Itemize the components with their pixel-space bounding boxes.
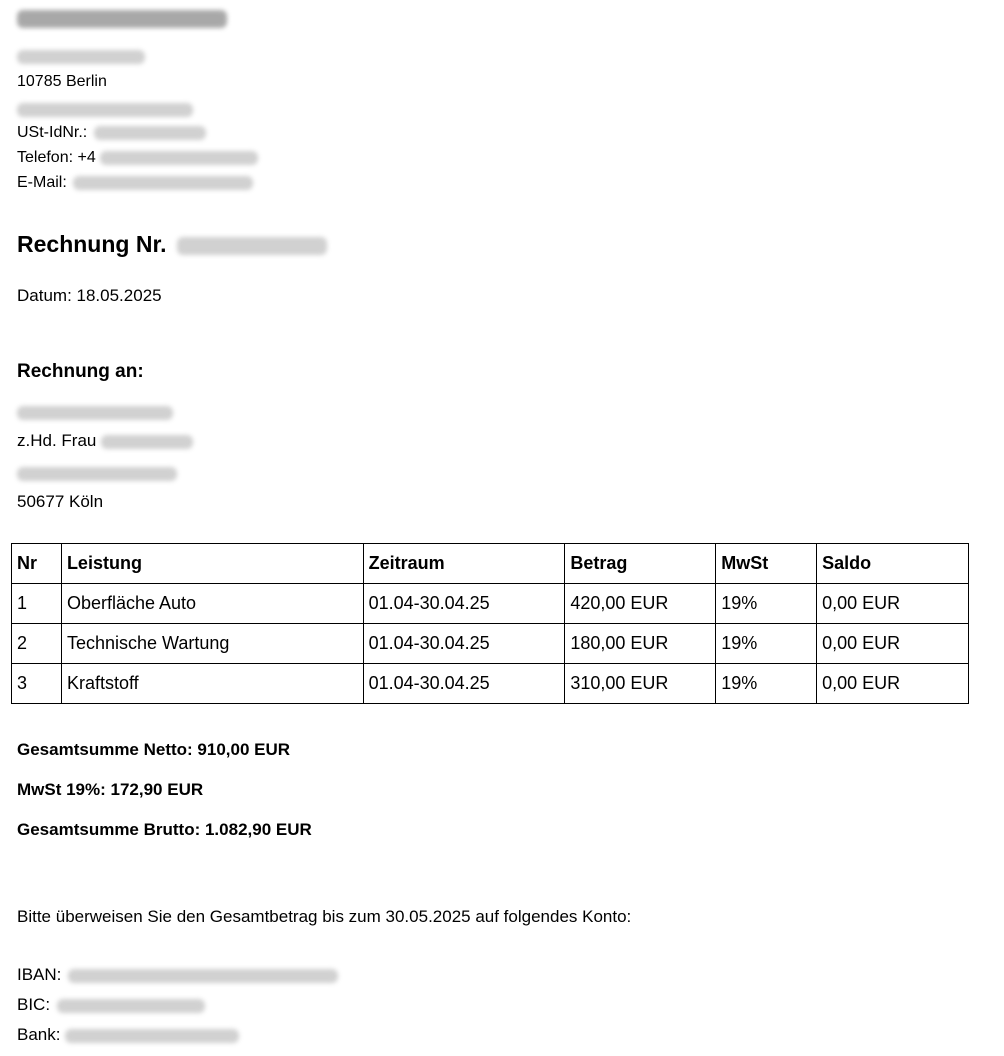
cell-zeitraum: 01.04-30.04.25: [363, 664, 565, 704]
recipient-company-redacted: [17, 404, 173, 422]
column-header-mwst: MwSt: [716, 544, 817, 584]
sender-vat-label: USt-IdNr.:: [17, 124, 88, 141]
recipient-street-redacted: [17, 465, 177, 483]
invoice-title: Rechnung Nr.: [17, 231, 167, 257]
invoice-date: Datum: 18.05.2025: [17, 286, 162, 305]
cell-betrag: 180,00 EUR: [565, 624, 716, 664]
sender-phone-line: [17, 148, 258, 168]
iban-label: IBAN:: [17, 965, 62, 984]
cell-mwst: 19%: [716, 664, 817, 704]
total-gross: Gesamtsumme Brutto: 1.082,90 EUR: [17, 820, 312, 839]
total-vat: MwSt 19%: 172,90 EUR: [17, 780, 204, 799]
bank-label: Bank:: [17, 1025, 61, 1044]
cell-zeitraum: 01.04-30.04.25: [363, 584, 565, 624]
recipient-attention-label: z.Hd. Frau: [17, 431, 97, 450]
cell-saldo: 0,00 EUR: [817, 584, 969, 624]
column-header-zeitraum: Zeitraum: [363, 544, 565, 584]
column-header-betrag: Betrag: [565, 544, 716, 584]
table-header-row: [12, 544, 969, 584]
sender-street-redacted: [17, 48, 145, 66]
cell-leistung: Technische Wartung: [61, 624, 363, 664]
cell-mwst: 19%: [716, 624, 817, 664]
sender-website-redacted: [17, 101, 193, 119]
recipient-attention-line: [17, 431, 193, 451]
sender-email-label: E-Mail:: [17, 174, 67, 191]
invoice-title-line: [17, 231, 327, 258]
invoice-items-table: [11, 543, 969, 704]
sender-vat-line: [17, 123, 206, 143]
bic-label: BIC:: [17, 995, 51, 1014]
table-row: [12, 664, 969, 704]
cell-leistung: Kraftstoff: [61, 664, 363, 704]
cell-nr: 3: [12, 664, 62, 704]
cell-nr: 2: [12, 624, 62, 664]
cell-saldo: 0,00 EUR: [817, 624, 969, 664]
recipient-city: 50677 Köln: [17, 492, 104, 511]
cell-saldo: 0,00 EUR: [817, 664, 969, 704]
total-net: Gesamtsumme Netto: 910,00 EUR: [17, 740, 291, 759]
table-row: [12, 624, 969, 664]
bic-line: [17, 995, 205, 1015]
payment-instruction: Bitte überweisen Sie den Gesamtbetrag bis zum 30.05.2025 auf folgendes Konto:: [17, 907, 632, 926]
sender-company-redacted: [17, 10, 227, 28]
table-row: [12, 584, 969, 624]
sender-phone-label: Telefon: +4: [17, 149, 96, 166]
cell-mwst: 19%: [716, 584, 817, 624]
cell-betrag: 420,00 EUR: [565, 584, 716, 624]
column-header-nr: Nr: [12, 544, 62, 584]
cell-zeitraum: 01.04-30.04.25: [363, 624, 565, 664]
cell-leistung: Oberfläche Auto: [61, 584, 363, 624]
cell-nr: 1: [12, 584, 62, 624]
column-header-saldo: Saldo: [817, 544, 969, 584]
iban-line: [17, 965, 338, 985]
sender-city: 10785 Berlin: [17, 73, 107, 90]
cell-betrag: 310,00 EUR: [565, 664, 716, 704]
bank-line: [17, 1025, 239, 1045]
recipient-heading: Rechnung an:: [17, 361, 144, 382]
column-header-leistung: Leistung: [61, 544, 363, 584]
sender-email-line: [17, 173, 253, 193]
